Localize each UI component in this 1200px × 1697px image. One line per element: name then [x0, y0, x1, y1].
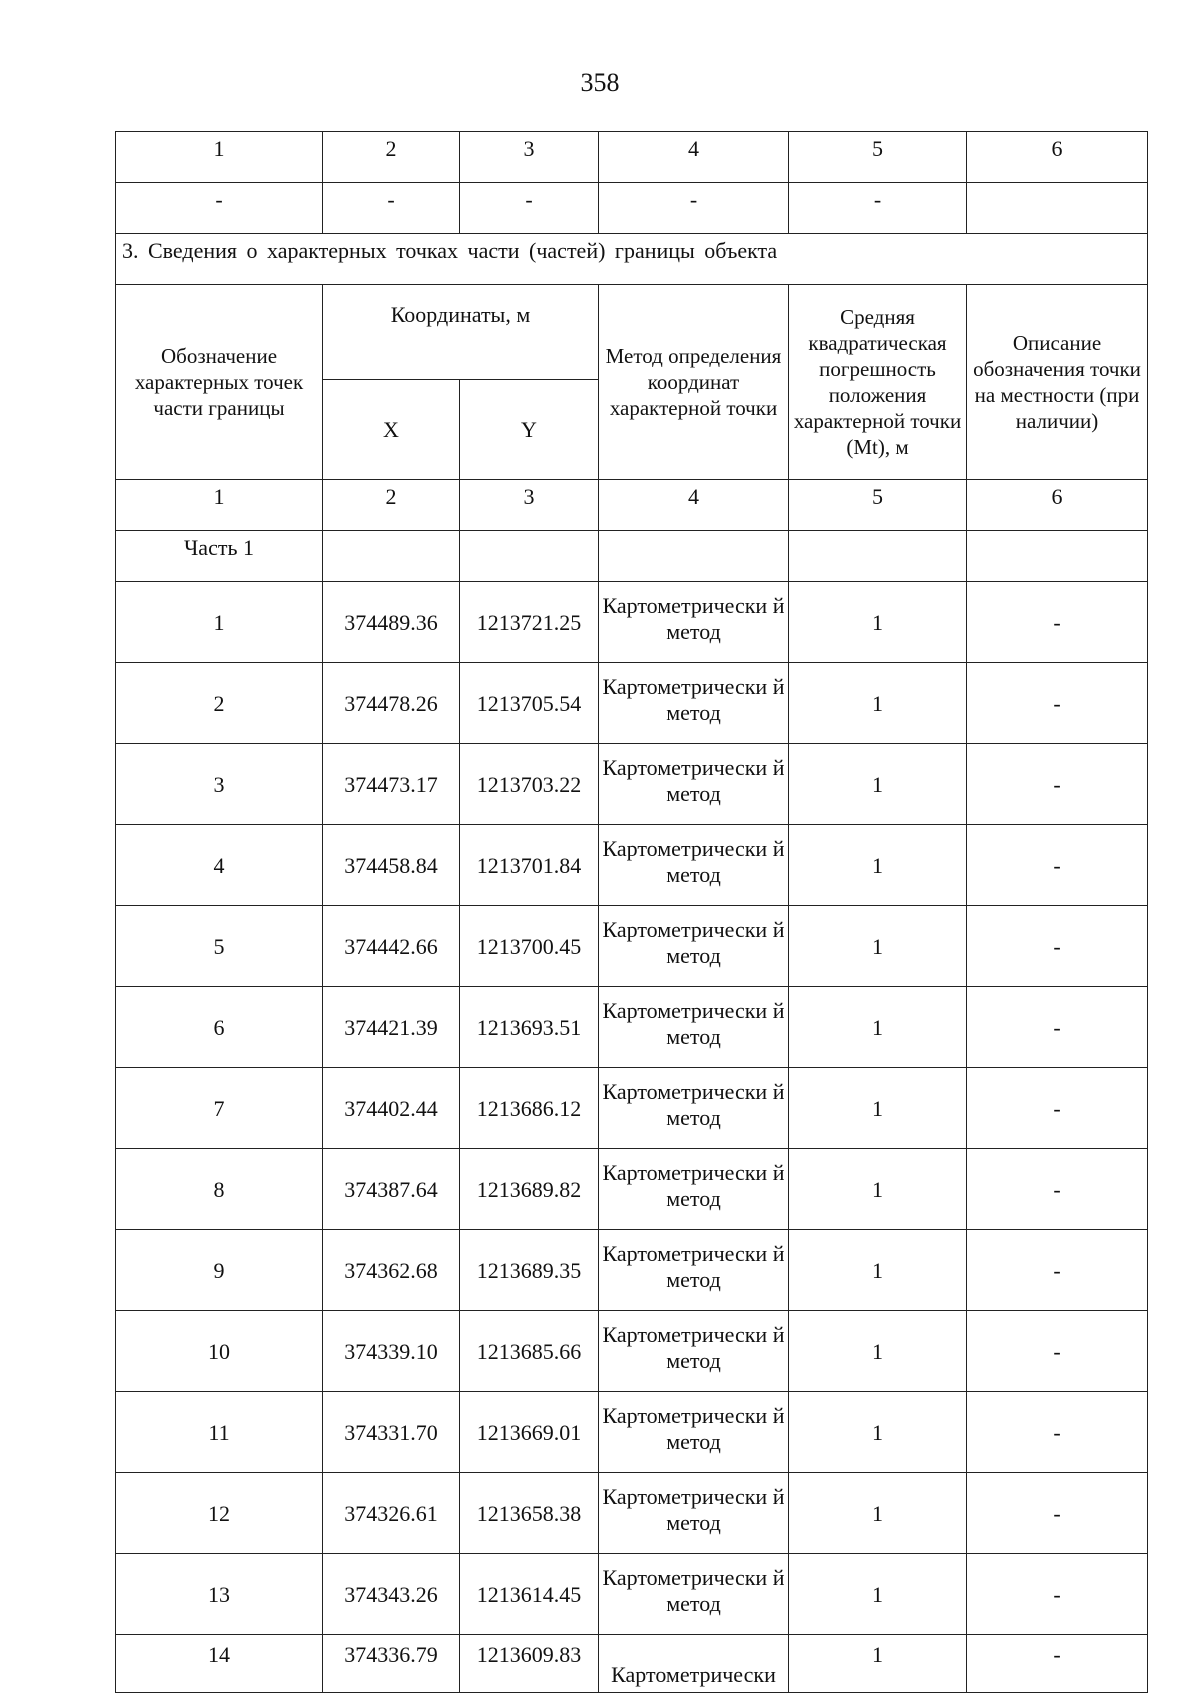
mt-cell: 1: [789, 744, 967, 825]
table-row: [116, 825, 1148, 906]
point-number: 9: [116, 1230, 323, 1311]
y-header: Y: [460, 380, 599, 480]
y-coordinate: 1213609.83: [460, 1635, 599, 1693]
point-number: 11: [116, 1392, 323, 1473]
x-coordinate: 374362.68: [323, 1230, 460, 1311]
y-coordinate: 1213721.25: [460, 582, 599, 663]
empty-cell: [967, 531, 1148, 582]
method-cell: Картометрически й метод: [599, 825, 789, 906]
part-label: Часть 1: [116, 531, 323, 582]
header-number-cell: 6: [967, 132, 1148, 183]
point-number: 4: [116, 825, 323, 906]
y-coordinate: 1213614.45: [460, 1554, 599, 1635]
y-coordinate: 1213701.84: [460, 825, 599, 906]
description-cell: -: [967, 663, 1148, 744]
description-cell: -: [967, 1149, 1148, 1230]
x-header: X: [323, 380, 460, 480]
point-number: 1: [116, 582, 323, 663]
header-number-cell: 2: [323, 132, 460, 183]
y-coordinate: 1213700.45: [460, 906, 599, 987]
table-row: [116, 1554, 1148, 1635]
table-row: [116, 1635, 1148, 1693]
description-cell: -: [967, 987, 1148, 1068]
x-coordinate: 374343.26: [323, 1554, 460, 1635]
description-cell: -: [967, 906, 1148, 987]
method-cell: Картометрически й метод: [599, 1554, 789, 1635]
column-header-row: [116, 285, 1148, 380]
x-coordinate: 374336.79: [323, 1635, 460, 1693]
point-number: 13: [116, 1554, 323, 1635]
empty-cell: [599, 531, 789, 582]
point-number: 14: [116, 1635, 323, 1693]
column-number-cell: 1: [116, 480, 323, 531]
point-number: 7: [116, 1068, 323, 1149]
x-coordinate: 374339.10: [323, 1311, 460, 1392]
mt-cell: 1: [789, 906, 967, 987]
table-row: [116, 1149, 1148, 1230]
description-cell: -: [967, 1635, 1148, 1693]
table-row: [116, 1392, 1148, 1473]
method-cell: Картометрически й метод: [599, 906, 789, 987]
description-cell: -: [967, 1473, 1148, 1554]
x-coordinate: 374489.36: [323, 582, 460, 663]
table-row: [116, 663, 1148, 744]
header-number-row: [116, 132, 1148, 183]
y-coordinate: 1213669.01: [460, 1392, 599, 1473]
header-number-cell: 1: [116, 132, 323, 183]
x-coordinate: 374402.44: [323, 1068, 460, 1149]
header-number-cell: 5: [789, 132, 967, 183]
y-coordinate: 1213685.66: [460, 1311, 599, 1392]
point-number: 8: [116, 1149, 323, 1230]
column-number-row: [116, 480, 1148, 531]
method-cell: Картометрически й метод: [599, 1311, 789, 1392]
coordinates-table: [115, 131, 1148, 1693]
method-header: Метод определения координат характерной точки: [599, 285, 789, 480]
mt-cell: 1: [789, 1554, 967, 1635]
table-row: [116, 1473, 1148, 1554]
dash-cell: -: [323, 183, 460, 234]
method-cell: Картометрически й метод: [599, 1473, 789, 1554]
y-coordinate: 1213686.12: [460, 1068, 599, 1149]
description-cell: -: [967, 825, 1148, 906]
method-cell: Картометрически й метод: [599, 1068, 789, 1149]
x-coordinate: 374421.39: [323, 987, 460, 1068]
y-coordinate: 1213705.54: [460, 663, 599, 744]
method-cell: Картометрически й метод: [599, 663, 789, 744]
description-cell: -: [967, 1068, 1148, 1149]
method-cell: Картометрически й метод: [599, 1149, 789, 1230]
table-row: [116, 1068, 1148, 1149]
point-number: 2: [116, 663, 323, 744]
empty-cell: [460, 531, 599, 582]
mt-cell: 1: [789, 663, 967, 744]
table-row: [116, 906, 1148, 987]
dash-cell: [967, 183, 1148, 234]
x-coordinate: 374387.64: [323, 1149, 460, 1230]
page-number: 358: [580, 68, 620, 97]
description-cell: -: [967, 1230, 1148, 1311]
method-cell: Картометрически й метод: [599, 987, 789, 1068]
y-coordinate: 1213689.82: [460, 1149, 599, 1230]
dash-cell: -: [460, 183, 599, 234]
column-number-cell: 6: [967, 480, 1148, 531]
point-number: 10: [116, 1311, 323, 1392]
column-number-cell: 3: [460, 480, 599, 531]
table-row: [116, 1311, 1148, 1392]
column-number-cell: 4: [599, 480, 789, 531]
x-coordinate: 374478.26: [323, 663, 460, 744]
mt-cell: 1: [789, 1635, 967, 1693]
empty-cell: [789, 531, 967, 582]
column-number-cell: 2: [323, 480, 460, 531]
section-title-row: [116, 234, 1148, 285]
method-cell: Картометрически й метод: [599, 1230, 789, 1311]
point-number: 5: [116, 906, 323, 987]
description-header: Описание обозначения точки на местности (при наличии): [967, 285, 1148, 480]
mt-cell: 1: [789, 825, 967, 906]
description-cell: -: [967, 1311, 1148, 1392]
mt-cell: 1: [789, 1068, 967, 1149]
y-coordinate: 1213689.35: [460, 1230, 599, 1311]
header-number-cell: 4: [599, 132, 789, 183]
x-coordinate: 374458.84: [323, 825, 460, 906]
part-label-row: [116, 531, 1148, 582]
method-cell: Картометрически й метод: [599, 1392, 789, 1473]
table-row: [116, 1230, 1148, 1311]
table-row: [116, 987, 1148, 1068]
description-cell: -: [967, 582, 1148, 663]
dash-row: [116, 183, 1148, 234]
description-cell: -: [967, 1392, 1148, 1473]
column-number-cell: 5: [789, 480, 967, 531]
y-coordinate: 1213658.38: [460, 1473, 599, 1554]
dash-cell: -: [789, 183, 967, 234]
designation-header: Обозначение характерных точек части границы: [116, 285, 323, 480]
dash-cell: -: [599, 183, 789, 234]
point-number: 12: [116, 1473, 323, 1554]
y-coordinate: 1213693.51: [460, 987, 599, 1068]
dash-cell: -: [116, 183, 323, 234]
coordinates-header: Координаты, м: [323, 285, 599, 380]
mt-cell: 1: [789, 1149, 967, 1230]
mt-cell: 1: [789, 582, 967, 663]
mt-cell: 1: [789, 1230, 967, 1311]
method-cell: Картометрически й метод: [599, 582, 789, 663]
method-cell: Картометрически: [599, 1635, 789, 1693]
description-cell: -: [967, 744, 1148, 825]
y-coordinate: 1213703.22: [460, 744, 599, 825]
x-coordinate: 374473.17: [323, 744, 460, 825]
mt-cell: 1: [789, 1473, 967, 1554]
x-coordinate: 374326.61: [323, 1473, 460, 1554]
mt-cell: 1: [789, 1311, 967, 1392]
table-row: [116, 744, 1148, 825]
point-number: 6: [116, 987, 323, 1068]
table-row: [116, 582, 1148, 663]
section-title: 3. Сведения о характерных точках части (частей) границы объекта: [116, 234, 1148, 285]
method-cell: Картометрически й метод: [599, 744, 789, 825]
point-number: 3: [116, 744, 323, 825]
x-coordinate: 374442.66: [323, 906, 460, 987]
error-header: Средняя квадратическая погрешность положения характерной точки (Mt), м: [789, 285, 967, 480]
description-cell: -: [967, 1554, 1148, 1635]
x-coordinate: 374331.70: [323, 1392, 460, 1473]
mt-cell: 1: [789, 1392, 967, 1473]
header-number-cell: 3: [460, 132, 599, 183]
empty-cell: [323, 531, 460, 582]
mt-cell: 1: [789, 987, 967, 1068]
